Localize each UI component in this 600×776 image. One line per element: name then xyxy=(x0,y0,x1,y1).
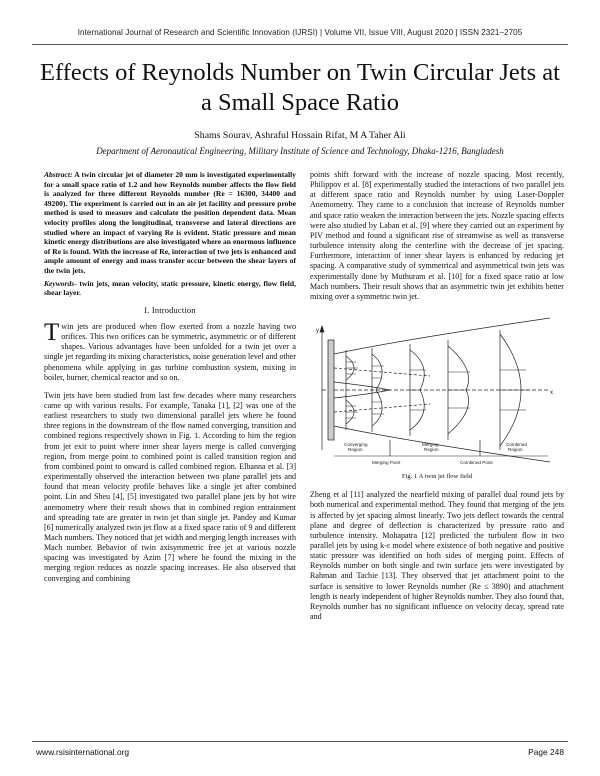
title-line-2: a Small Space Ratio xyxy=(201,89,399,116)
affiliation: Department of Aeronautical Engineering, Military Institute of Science and Technology, Dhaka-1216, Bangladesh xyxy=(96,146,504,156)
fig-converging-label: Converging xyxy=(344,442,368,448)
abstract xyxy=(44,170,296,276)
inner-shear-bottom xyxy=(334,390,390,398)
fig-combined-point-label: Combined Point xyxy=(460,460,493,466)
fig-region3-label: Region xyxy=(508,447,523,453)
paper-title xyxy=(30,58,570,118)
intro-paragraph-1 xyxy=(44,318,296,383)
abstract-text: A twin circular jet of diameter 20 mm is investigated experimentally for a small space ratio of 1.2 and how Reynolds number affects the flow field is analyzed for three different Reynolds number (Re = 16300, 34400 and 49200). The experiment is carried out in an air jet facility and pressure probe method is used to measure and calculate the position dependent data. Mean velocity profiles along the longitudinal, transverse and lateral directions are studied where an impact of varying Re is evident. Static pressure and mean kinetic energy distributions are also investigated where an enormous influence of Re is found. With the increase of Re, interaction of two jets is enhanced and ample amount of energy and mass transfer occur between the shear layers of the twin jets. xyxy=(44,170,296,275)
running-head: International Journal of Research and Scientific Innovation (IJRSI) | Volume VII, Issue VIII, August 2020 | ISSN 2321–2705 xyxy=(77,28,523,37)
section-heading: I. Introduction xyxy=(144,305,196,315)
fig-combined-label: Combined xyxy=(506,442,527,448)
fig-merging-label: Merging xyxy=(422,442,439,448)
fig-region2-label: Region xyxy=(424,447,439,453)
y-axis-arrow xyxy=(320,326,324,332)
right-paragraph-1: points shift forward with the increase of nozzle spacing. Most recently, Philippov et al. [8] experimentally studied the interactions of two parallel jets at different space ratio and Reynolds number by using Laser-Doppler Anemometry. They came to a conclusion that increase of Reynolds number and space ratio weaken the interaction between the jets. Nozzle spacing effects were also studied by Laban et al. [9] where they carried out an experiment by PIV method and found a significant rise of streamwise as well as transverse turbulence intensity along the centerline with the decrease of jet spacing. Furthermore, interaction of inner shear layers is enhanced by reducing jet spacing. A comparative study of symmetrical and asymmetrical twin jets was experimentally done by Muthuram et al. [10] for a fixed space ratio at low Mach numbers. Their result shows that an asymmetric twin jet exhibits better mixing over a symmetric twin jet. xyxy=(310,170,564,301)
abstract-label: Abstract: xyxy=(44,170,73,179)
drop-cap: T xyxy=(44,318,60,346)
footer-rule xyxy=(32,741,568,742)
figure-caption: Fig. 1 A twin jet flow field xyxy=(401,473,473,481)
outer-boundary-top xyxy=(334,318,550,354)
right-paragraph-2: Zheng et al [11] analyzed the nearfield mixing of parallel dual round jets by both numerical and experimental method. They found that merging of the jets is affected by jet spacing almost linearly. Two jets deflect towards the central plane and degree of deflection is characterized by pressure ratio and turbulence intensity. Mohapatra [12] predicted the turbulent flow in two parallel jets by using k-ε model where existence of both negative and positive static pressure was identified on both sides of merging point. Effects of Reynolds number on both single and twin surface jets were investigated by Rahman and Tachie [13]. They observed that jet attachment point to the surface is sensitive to lower Reynolds number (Re ≤ 3890) and attachment length is nearly independent of higher Reynolds number. They also found that, Reynolds number has no significant influence on velocity decay, spread rate and xyxy=(310,490,564,622)
twin-jet-figure xyxy=(310,310,564,470)
title-line-1: Effects of Reynolds Number on Twin Circular Jets at xyxy=(40,59,560,86)
left-column xyxy=(44,170,296,586)
fig-region1-label: Region xyxy=(348,447,363,453)
right-column xyxy=(310,170,564,624)
footer-url[interactable]: www.rsisinternational.org xyxy=(36,747,130,757)
keywords-text: - twin jets, mean velocity, static pressure, kinetic energy, flow field, shear layer. xyxy=(44,278,296,298)
keywords-label: Keywords xyxy=(44,278,75,288)
fig-y-label: y xyxy=(316,328,319,335)
fig-x-label: x xyxy=(550,390,553,397)
keywords xyxy=(44,279,296,298)
header-rule xyxy=(32,44,568,45)
intro-paragraph-1-text: win jets are produced when flow exerted from a nozzle having two orifices. This two orifices can be symmetric, asymmetric or of different shapes. Various advantages have been unfolded for a twin jet over a single jet regarding its mixing characteristics, noise generation level and other phenomena while applying in gas turbine combustion system, mixing in boiler, burner, chemical reactor and so on. xyxy=(44,321,296,382)
authors: Shams Sourav, Ashraful Hossain Rifat, M A Taher Ali xyxy=(194,130,406,141)
page-number: Page 248 xyxy=(528,747,564,757)
twin-jet-diagram xyxy=(310,310,564,470)
inner-shear-top xyxy=(334,382,390,390)
intro-paragraph-2: Twin jets have been studied from last few decades where many researchers came up with various results. For example, Tanaka [1], [2] was one of the earliest researchers to study two dimensional parallel jets where he found three regions in the downstream of the flow named converging, transition and combined regions respectively shown in Fig. 1. According to him the region from jet exit to point where inner shear layers merge is called converging region, from merge point to combined point is called transition region and from combined point to onward is called combined region. Elbanna et al. [3] experimentally observed the interaction between two plane parallel jets and found that mean velocity profile behaves like a single jet after combined point. Lin and Sheu [4], [5] investigated two parallel plane jets by hot wire anemometry where their result shows that in combined region entrainment and spreading rate are greater in twin jet than single jet. Pandey and Kumar [6] numerically analyzed twin jet flow at a fixed space ratio of 9 and different Mach numbers. They noticed that jet width and merging length increases with Mach number. Behavior of twin axisymmetric free jet at various nozzle spacing was investigated by Azim [7] where he found the mixing in the merging region reduces as nozzle spacing increases. He also observed that converging and combining xyxy=(44,390,296,583)
fig-merge-point-label: Merging Point xyxy=(372,460,401,466)
nozzle-wall xyxy=(328,340,334,440)
